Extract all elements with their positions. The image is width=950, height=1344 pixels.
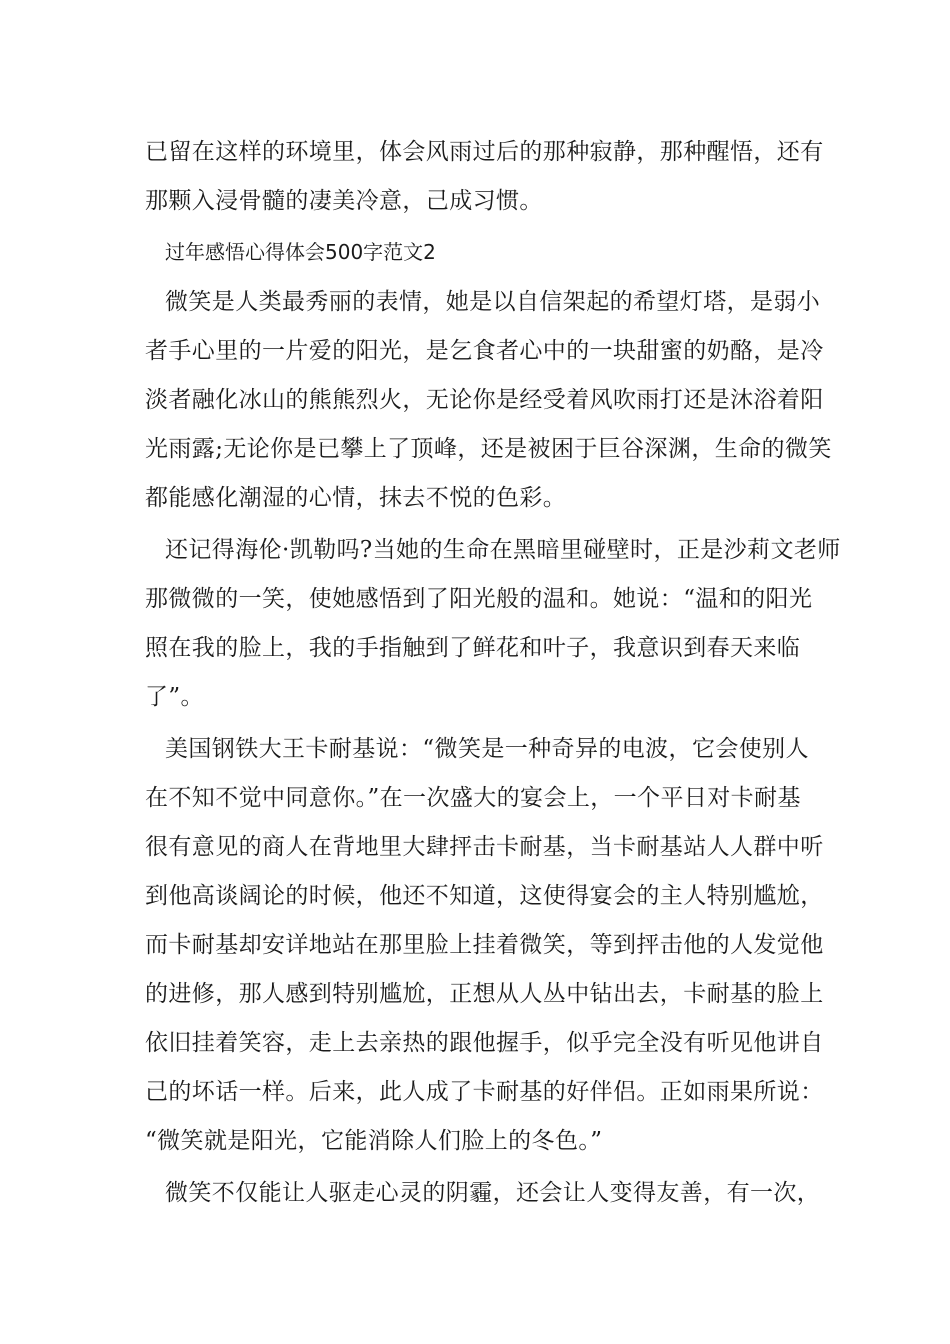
paragraph-3-line-3: 照在我的脸上，我的手指触到了鲜花和叶子，我意识到春天来临 [145,635,801,661]
paragraph-4-line-2: 在不知不觉中同意你。”在一次盛大的宴会上，一个平日对卡耐基 [145,785,801,811]
paragraph-4-line-1: 美国钢铁大王卡耐基说：“微笑是一种奇异的电波，它会使别人 [165,736,809,762]
paragraph-3-line-4: 了”。 [145,684,204,710]
paragraph-1-line-1: 已留在这样的环境里，体会风雨过后的那种寂静，那种醒悟，还有 [145,139,824,165]
paragraph-3-line-1: 还记得海伦·凯勒吗?当她的生命在黑暗里碰壁时，正是沙莉文老师 [165,537,841,563]
paragraph-4-line-3: 很有意见的商人在背地里大肆抨击卡耐基，当卡耐基站人人群中听 [145,834,824,860]
paragraph-4-line-5: 而卡耐基却安详地站在那里脸上挂着微笑，等到抨击他的人发觉他 [145,932,824,958]
paragraph-2-line-3: 淡者融化冰山的熊熊烈火，无论你是经受着风吹雨打还是沐浴着阳 [145,387,824,413]
paragraph-2-line-1: 微笑是人类最秀丽的表情，她是以自信架起的希望灯塔，是弱小 [165,289,821,315]
paragraph-4-line-9: “微笑就是阳光，它能消除人们脸上的冬色。” [145,1128,603,1154]
paragraph-4-line-4: 到他高谈阔论的时候，他还不知道，这使得宴会的主人特别尴尬， [145,883,824,909]
paragraph-4-line-6: 的进修，那人感到特别尴尬，正想从人丛中钻出去，卡耐基的脸上 [145,981,824,1007]
paragraph-3-line-2: 那微微的一笑，使她感悟到了阳光般的温和。她说：“温和的阳光 [145,586,813,612]
paragraph-2-line-2: 者手心里的一片爱的阳光，是乞食者心中的一块甜蜜的奶酪，是冷 [145,338,824,364]
paragraph-1-line-2: 那颗入浸骨髓的凄美冷意，己成习惯。 [145,188,543,214]
paragraph-4-line-7: 依旧挂着笑容，走上去亲热的跟他握手，似乎完全没有听见他讲自 [145,1030,824,1056]
paragraph-2-line-5: 都能感化潮湿的心情，抹去不悦的色彩。 [145,485,567,511]
paragraph-4-line-8: 己的坏话一样。后来，此人成了卡耐基的好伴侣。正如雨果所说： [145,1079,824,1105]
paragraph-5-line-1: 微笑不仅能让人驱走心灵的阴霾，还会让人变得友善，有一次， [165,1180,821,1206]
section-heading: 过年感悟心得体会500字范文2 [165,240,436,264]
paragraph-2-line-4: 光雨露;无论你是已攀上了顶峰，还是被困于巨谷深渊，生命的微笑 [145,436,832,462]
